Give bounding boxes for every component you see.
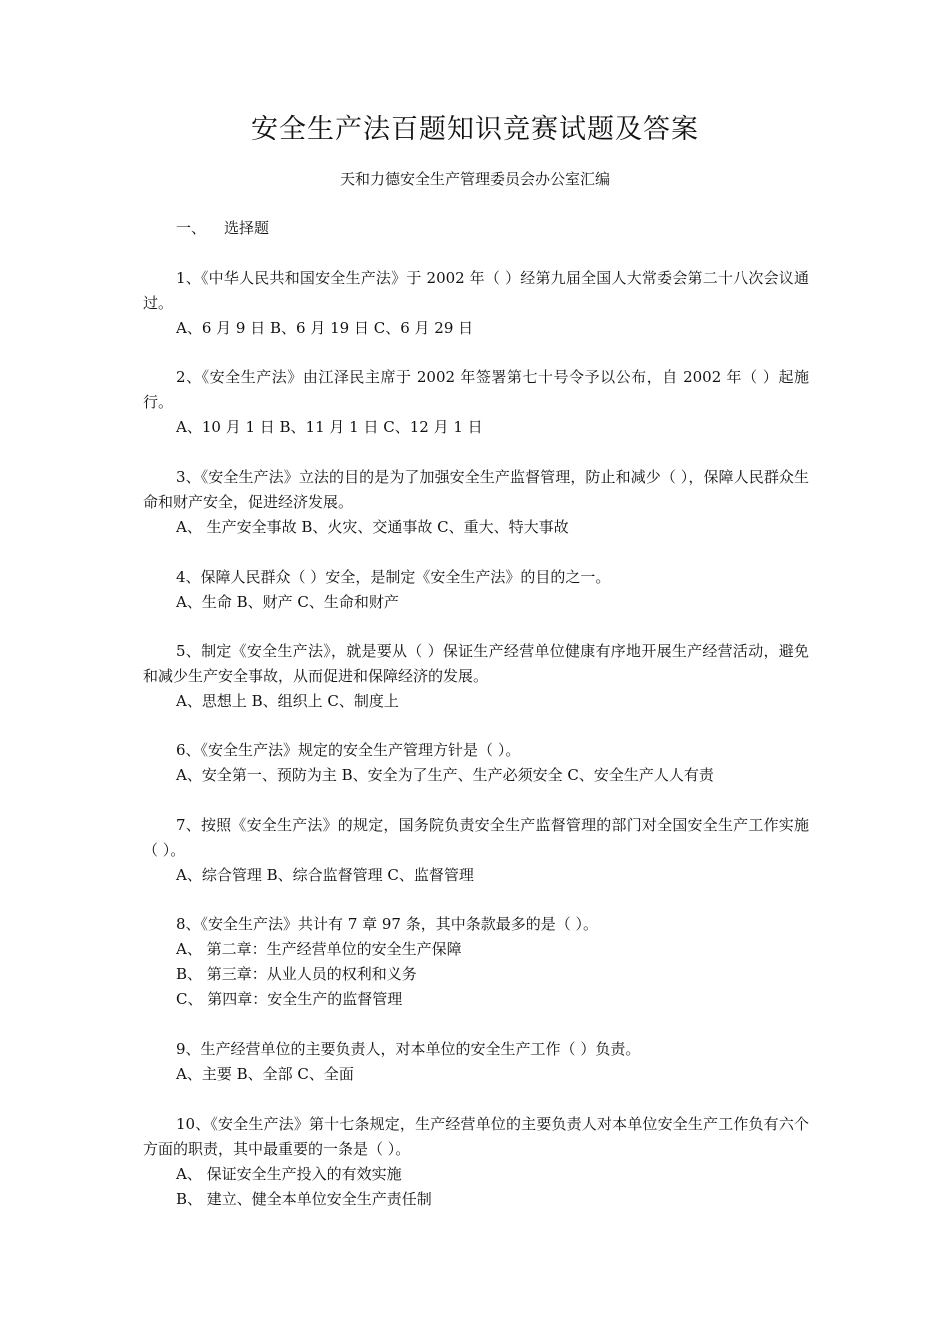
question-option-b: B、 建立、健全本单位安全生产责任制	[176, 1190, 432, 1208]
question-stem: 9、生产经营单位的主要负责人，对本单位的安全生产工作（ ）负责。	[176, 1040, 641, 1058]
document-subtitle: 天和力德安全生产管理委员会办公室汇编	[339, 170, 610, 188]
question-stem: 10、《安全生产法》第十七条规定，生产经营单位的主要负责人对本单位安全生产工作负有六个方面的职责，其中最重要的一条是（ ）。	[143, 1115, 809, 1158]
question-options: A、安全第一、预防为主 B、安全为了生产、生产必须安全 C、安全生产人人有责	[176, 766, 714, 784]
question-9	[143, 1037, 809, 1087]
question-stem: 4、保障人民群众（ ）安全，是制定《安全生产法》的目的之一。	[176, 568, 611, 586]
question-options: A、6 月 9 日 B、6 月 19 日 C、6 月 29 日	[176, 319, 474, 337]
question-option-b: B、 第三章：从业人员的权利和义务	[176, 965, 417, 983]
question-2	[143, 365, 809, 440]
question-1	[143, 266, 809, 341]
section-label: 选择题	[224, 219, 270, 237]
question-options: A、主要 B、全部 C、全面	[176, 1065, 354, 1083]
question-10	[143, 1112, 809, 1212]
section-heading	[176, 217, 269, 239]
question-options: A、10 月 1 日 B、11 月 1 日 C、12 月 1 日	[176, 418, 483, 436]
question-options: A、生命 B、财产 C、生命和财产	[176, 593, 399, 611]
question-option-a: A、 保证安全生产投入的有效实施	[176, 1165, 402, 1183]
question-7	[143, 813, 809, 888]
question-5	[143, 639, 809, 714]
question-option-a: A、 第二章：生产经营单位的安全生产保障	[176, 940, 462, 958]
question-stem: 3、《安全生产法》立法的目的是为了加强安全生产监督管理，防止和减少（ ），保障人民群众生命和财产安全，促进经济发展。	[143, 468, 809, 511]
question-options: A、思想上 B、组织上 C、制度上	[176, 692, 399, 710]
question-3	[143, 465, 809, 540]
question-stem: 2、《安全生产法》由江泽民主席于 2002 年签署第七十号令予以公布，自 2002 年（ ）起施行。	[143, 368, 809, 411]
question-stem: 6、《安全生产法》规定的安全生产管理方针是（ ）。	[176, 741, 521, 759]
section-number: 一、	[176, 219, 207, 237]
question-stem: 8、《安全生产法》共计有 7 章 97 条，其中条款最多的是（ ）。	[176, 915, 599, 933]
question-stem: 7、按照《安全生产法》的规定，国务院负责安全生产监督管理的部门对全国安全生产工作实施（ ）。	[143, 816, 809, 859]
question-options: A、综合管理 B、综合监督管理 C、监督管理	[176, 866, 474, 884]
document-title: 安全生产法百题知识竞赛试题及答案	[251, 114, 699, 145]
question-stem: 1、《中华人民共和国安全生产法》于 2002 年（ ）经第九届全国人大常委会第二十八次会议通过。	[143, 269, 809, 312]
question-stem: 5、制定《安全生产法》，就是要从（ ）保证生产经营单位健康有序地开展生产经营活动，避免和减少生产安全事故，从而促进和保障经济的发展。	[143, 642, 809, 685]
question-8	[143, 912, 809, 1012]
question-option-c: C、 第四章：安全生产的监督管理	[176, 990, 403, 1008]
question-4	[143, 565, 809, 615]
question-6	[143, 738, 809, 788]
question-options: A、 生产安全事故 B、火灾、交通事故 C、重大、特大事故	[176, 518, 569, 536]
